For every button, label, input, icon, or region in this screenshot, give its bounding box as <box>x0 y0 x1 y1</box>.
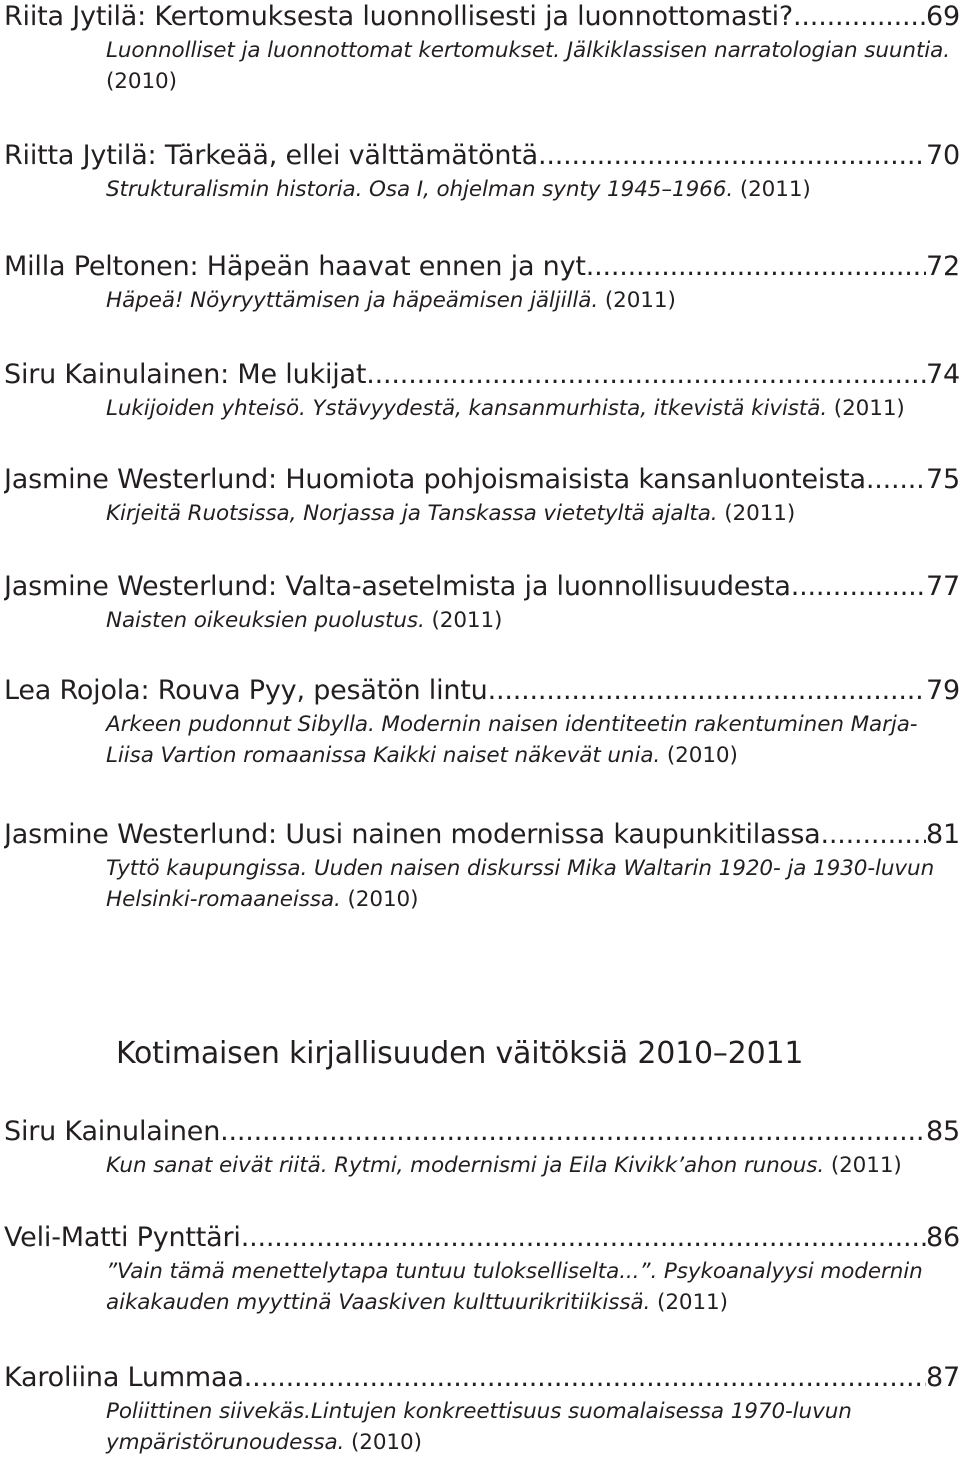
page-number: 81 <box>926 819 960 850</box>
page-number: 72 <box>926 251 960 282</box>
page-number: 75 <box>926 464 960 495</box>
dot-leader <box>366 357 926 393</box>
dot-leader <box>241 1220 926 1256</box>
entry-description <box>106 498 960 529</box>
toc-entry-heading <box>4 0 960 35</box>
toc-entry-heading <box>4 462 960 498</box>
entry-description <box>106 35 960 97</box>
entry-description <box>106 174 960 205</box>
entry-subtitle: Luonnolliset ja luonnottomat kertomukset. Jälkiklassisen narratologian suuntia. <box>106 38 950 63</box>
entry-title: Siru Kainulainen: Me lukijat <box>4 359 367 390</box>
dot-leader <box>821 817 927 853</box>
entry-subtitle: Poliittinen siivekäs.Lintujen konkreettisuus suomalaisessa 1970-luvun ympäristörunoudessa. <box>106 1399 852 1455</box>
entry-title: Jasmine Westerlund: Uusi nainen modernissa kaupunkitilassa <box>4 819 821 850</box>
entry-year: (2010) <box>106 69 177 94</box>
entry-description <box>106 285 960 316</box>
entry-title: Siru Kainulainen <box>4 1116 221 1147</box>
toc-entry-heading <box>4 138 960 174</box>
entry-year: (2011) <box>739 177 811 202</box>
toc-entry-heading <box>4 817 960 853</box>
entry-year: (2011) <box>604 288 676 313</box>
toc-entry <box>4 673 960 771</box>
toc-entry <box>4 569 960 636</box>
page-number: 69 <box>926 1 960 32</box>
entry-description <box>106 853 960 915</box>
section-title: Kotimaisen kirjallisuuden väitöksiä 2010–2011 <box>116 1036 804 1071</box>
entry-title: Milla Peltonen: Häpeän haavat ennen ja nyt <box>4 251 586 282</box>
entry-description <box>106 1256 960 1318</box>
toc-entry-heading <box>4 1360 960 1396</box>
entry-title: Karoliina Lummaa <box>4 1362 244 1393</box>
dot-leader <box>866 462 926 498</box>
entry-subtitle: Kirjeitä Ruotsissa, Norjassa ja Tanskassa vietetyltä ajalta. <box>106 501 718 526</box>
entry-year: (2011) <box>830 1153 902 1178</box>
dot-leader <box>220 1114 926 1150</box>
page-number: 86 <box>926 1222 960 1253</box>
entry-subtitle: Arkeen pudonnut Sibylla. Modernin naisen identiteetin rakentuminen Marja-Liisa Vartion romaanissa Kaikki naiset näkevät unia. <box>106 712 918 768</box>
toc-entry-heading <box>4 673 960 709</box>
toc-entry-heading <box>4 1114 960 1150</box>
dot-leader <box>586 249 926 285</box>
dissertation-entry <box>4 1114 960 1181</box>
entry-description <box>106 1150 960 1181</box>
entry-title: Veli-Matti Pynttäri <box>4 1222 241 1253</box>
toc-entry-heading <box>4 249 960 285</box>
entry-title: Jasmine Westerlund: Huomiota pohjoismaisista kansanluonteista <box>4 464 866 495</box>
entry-subtitle: Naisten oikeuksien puolustus. <box>106 608 425 633</box>
entry-description <box>106 393 960 424</box>
page-number: 79 <box>926 675 960 706</box>
toc-entry <box>4 249 960 316</box>
page-number: 74 <box>926 359 960 390</box>
toc-entry <box>4 0 960 97</box>
entry-year: (2011) <box>657 1290 728 1315</box>
toc-entry-heading <box>4 569 960 605</box>
entry-year: (2010) <box>350 1430 422 1455</box>
toc-entry-heading <box>4 1220 960 1256</box>
entry-subtitle: Häpeä! Nöyryyttämisen ja häpeämisen jäljillä. <box>106 288 599 313</box>
dot-leader <box>538 138 926 174</box>
entry-description <box>106 709 960 771</box>
entry-description <box>106 605 960 636</box>
toc-entry-heading <box>4 357 960 393</box>
entry-title: Riita Jytilä: Kertomuksesta luonnollisesti ja luonnottomasti? <box>4 1 794 32</box>
toc-entry <box>4 462 960 529</box>
toc-entry <box>4 357 960 424</box>
entry-subtitle: ”Vain tämä menettelytapa tuntuu tulokselliselta...”. Psykoanalyysi modernin aikakauden myyttinä Vaaskiven kulttuurikritiikissä. <box>106 1259 923 1315</box>
entry-year: (2010) <box>347 887 419 912</box>
entry-subtitle: Strukturalismin historia. Osa I, ohjelman synty 1945–1966. <box>106 177 734 202</box>
entry-year: (2011) <box>431 608 503 633</box>
entry-year: (2011) <box>724 501 796 526</box>
entry-subtitle: Lukijoiden yhteisö. Ystävyydestä, kansanmurhista, itkevistä kivistä. <box>106 396 828 421</box>
toc-entry <box>4 138 960 205</box>
entry-subtitle: Tyttö kaupungissa. Uuden naisen diskurssi Mika Waltarin 1920- ja 1930-luvun Helsinki-romaaneissa. <box>106 856 935 912</box>
page-number: 85 <box>926 1116 960 1147</box>
entry-subtitle: Kun sanat eivät riitä. Rytmi, modernismi ja Eila Kivikk’ahon runous. <box>106 1153 825 1178</box>
dissertation-entry <box>4 1360 960 1458</box>
dot-leader <box>791 569 926 605</box>
dot-leader <box>244 1360 926 1396</box>
entry-year: (2010) <box>666 743 738 768</box>
entry-title: Riitta Jytilä: Tärkeää, ellei välttämätöntä <box>4 140 538 171</box>
dot-leader <box>793 0 926 35</box>
entry-year: (2011) <box>833 396 905 421</box>
toc-entry <box>4 817 960 915</box>
dot-leader <box>488 673 926 709</box>
page-number: 70 <box>926 140 960 171</box>
entry-description <box>106 1396 960 1458</box>
entry-title: Jasmine Westerlund: Valta-asetelmista ja luonnollisuudesta <box>4 571 791 602</box>
page-number: 87 <box>926 1362 960 1393</box>
page-number: 77 <box>926 571 960 602</box>
dissertation-entry <box>4 1220 960 1318</box>
entry-title: Lea Rojola: Rouva Pyy, pesätön lintu <box>4 675 488 706</box>
